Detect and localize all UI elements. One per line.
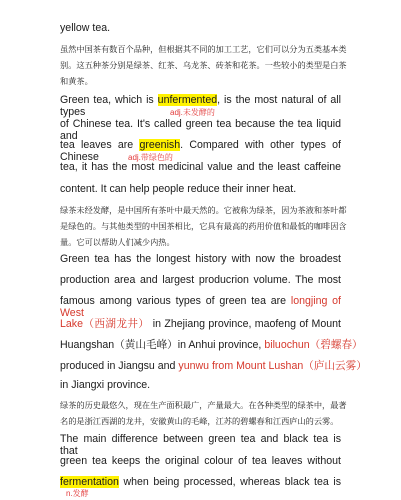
text-line: Green tea, which is unfermented, is the most natural of all types [60, 94, 341, 118]
text-line: content. It can help people reduce their inner heat. [60, 183, 297, 195]
text-line: fermentation when being processed, whereas black tea is [60, 476, 341, 488]
annotation: n.发酵 [66, 489, 89, 498]
text-line: Green tea has the longest history with now the broadest [60, 253, 341, 265]
text-line: 是绿色的。与其他类型的中国茶相比，它具有最高的药用价值和最低的咖啡因含 [60, 222, 347, 231]
text-line: 绿茶未经发酵，是中国所有茶叶中最天然的。它被称为绿茶，因为茶液和茶叶都 [60, 206, 347, 215]
red-text: longjing of West [60, 295, 341, 319]
text-line: 和黄茶。 [60, 77, 93, 86]
red-text: Lake（西湖龙井） [60, 318, 150, 330]
annotation: adj.未发酵的 [170, 108, 215, 117]
text-line: famous among various types of green tea are longjing of West [60, 295, 341, 319]
text-line: 绿茶的历史最悠久，现在生产面积最广，产量最大。在各种类型的绿茶中，最著 [60, 401, 347, 410]
highlight: unfermented [157, 94, 218, 106]
text-line: production area and largest producrion volume. The most [60, 274, 341, 286]
text-line: 名的是浙江西湖的龙井，安徽黄山的毛峰，江苏的碧螺春和江西庐山的云雾。 [60, 417, 339, 426]
text-line: 虽然中国茶有数百个品种，但根据其不同的加工工艺，它们可以分为五类基本类 [60, 45, 347, 54]
text-line: yellow tea. [60, 22, 111, 34]
red-text: yunwu from Mount Lushan（庐山云雾） [178, 360, 367, 372]
highlight: fermentation [60, 476, 119, 488]
text-line: of Chinese tea. It's called green tea because the tea liquid and [60, 118, 341, 142]
text-line: Huangshan（黄山毛峰）in Anhui province, biluochun（碧螺春） [60, 339, 363, 351]
text-line: The main difference between green tea and black tea is that [60, 433, 341, 457]
text-line: Lake（西湖龙井） in Zhejiang province, maofeng of Mount [60, 318, 341, 330]
red-text: biluochun（碧螺春） [264, 339, 363, 351]
text-line: 量。它可以帮助人们减少内热。 [60, 238, 175, 247]
highlight: greenish [139, 139, 181, 151]
annotation: adj.带绿色的 [128, 153, 173, 162]
text-line: tea, it has the most medicinal value and the least caffeine [60, 161, 341, 173]
text-line: green tea keeps the original colour of tea leaves without [60, 455, 341, 467]
text-line: in Jiangxi province. [60, 379, 151, 391]
text-line: produced in Jiangsu and yunwu from Mount Lushan（庐山云雾） [60, 360, 367, 372]
text-line: 别。这五种茶分别是绿茶、红茶、乌龙茶、砖茶和花茶。一些较小的类型是白茶 [60, 61, 347, 70]
text-line: tea leaves are greenish. Compared with other types of Chinese [60, 139, 341, 163]
